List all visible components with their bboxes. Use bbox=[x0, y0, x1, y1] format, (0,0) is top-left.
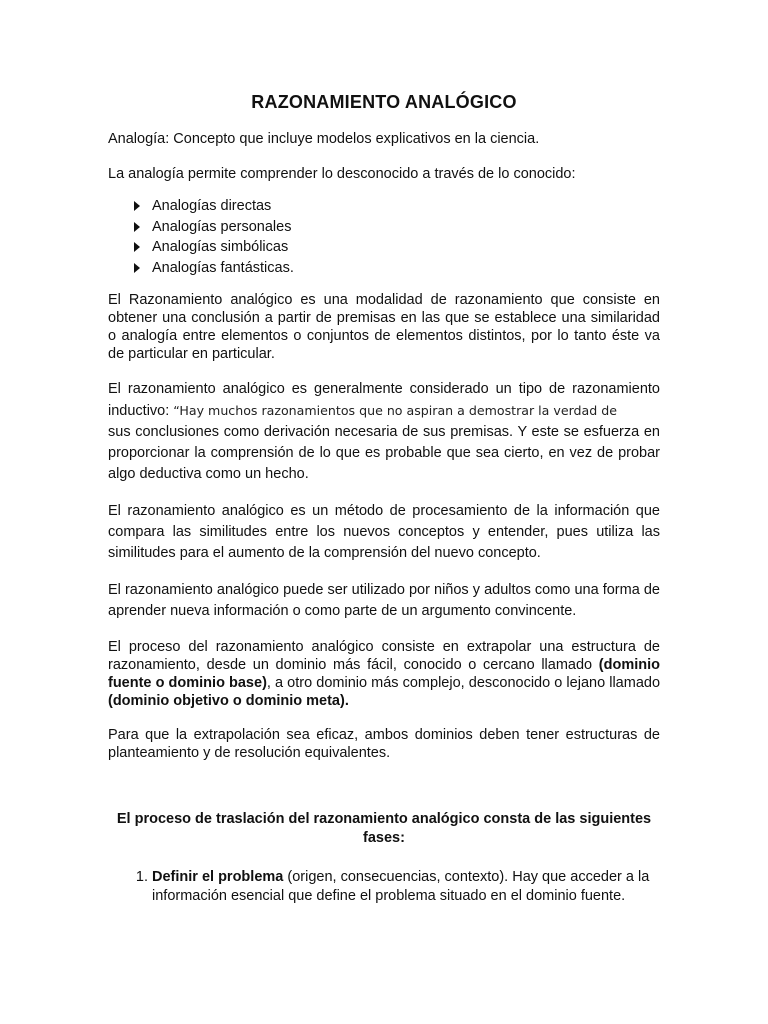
bold-dominio-objetivo: (dominio objetivo o dominio meta). bbox=[108, 693, 349, 709]
page-title: RAZONAMIENTO ANALÓGICO bbox=[251, 92, 517, 112]
paragraph-definition: El Razonamiento analógico es una modalidad de razonamiento que consiste en obtener una conclusión a partir de premisas en las que se establece una similaridad o analogía entre elementos o conjuntos de elementos distintos, por lo tanto éste va de particular en particular. bbox=[108, 292, 660, 362]
list-item: 1. Definir el problema (origen, consecuencias, contexto). Hay que acceder a la información esencial que define el problema situado en el dominio fuente. bbox=[152, 868, 660, 906]
bullet-triangle-icon bbox=[134, 263, 140, 273]
list-item: Analogías directas bbox=[134, 196, 660, 217]
bullet-triangle-icon bbox=[134, 242, 140, 252]
paragraph-inductive: El razonamiento analógico es generalmente considerado un tipo de razonamiento inductivo: “Hay muchos razonamientos que no aspiran a demostrar la verdad de sus conclusiones como derivación necesaria de sus premisas. Y este se esfuerza en proporcionar la comprensión de lo que es probable que sea cierto, en vez de probar algo deductiva como un hecho. bbox=[108, 381, 660, 482]
intro-comprender: La analogía permite comprender lo desconocido a través de lo conocido: bbox=[108, 166, 576, 182]
paragraph-extrapolation: Para que la extrapolación sea eficaz, ambos dominios deben tener estructuras de planteamiento y de resolución equivalentes. bbox=[108, 727, 660, 761]
list-item: Analogías personales bbox=[134, 217, 660, 238]
phases-list bbox=[108, 868, 660, 906]
analogy-types-list bbox=[108, 196, 660, 278]
bullet-triangle-icon bbox=[134, 222, 140, 232]
bold-dominio-fuente: (dominio fuente o dominio base) bbox=[108, 657, 660, 691]
list-item: Analogías simbólicas bbox=[134, 237, 660, 258]
paragraph-process: El proceso del razonamiento analógico consiste en extrapolar una estructura de razonamiento, desde un dominio más fácil, conocido o cercano llamado (dominio fuente o dominio base), a otro dominio más complejo, desconocido o lejano llamado (dominio objetivo o dominio meta). bbox=[108, 639, 661, 709]
section-subtitle: El proceso de traslación del razonamiento analógico consta de las siguientes fases: bbox=[116, 811, 652, 846]
paragraph-usage: El razonamiento analógico puede ser utilizado por niños y adultos como una forma de aprender nueva información o como parte de un argumento convincente. bbox=[108, 582, 660, 619]
paragraph-method: El razonamiento analógico es un método de procesamiento de la información que compara las similitudes entre los nuevos conceptos y entender, pues utiliza las similitudes para el aumento de la comprensión del nuevo concepto. bbox=[108, 503, 660, 561]
list-item: Analogías fantásticas. bbox=[134, 258, 660, 279]
intro-analogia: Analogía: Concepto que incluye modelos explicativos en la ciencia. bbox=[108, 131, 540, 147]
quote-text: “Hay muchos razonamientos que no aspiran a demostrar la verdad de bbox=[169, 403, 617, 418]
bullet-triangle-icon bbox=[134, 201, 140, 211]
